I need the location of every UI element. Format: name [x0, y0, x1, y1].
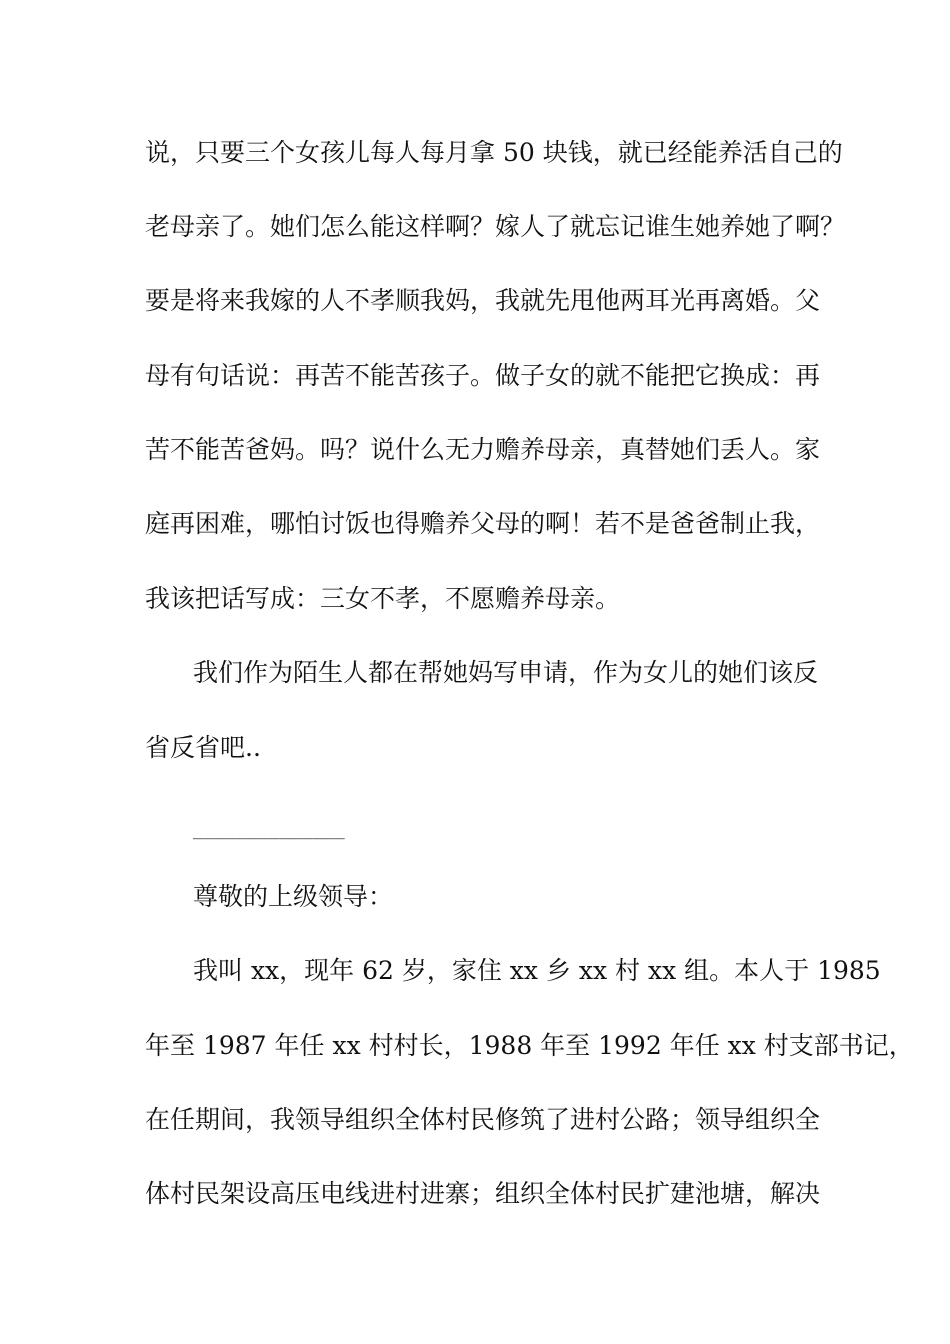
text-line-9: 省反省吧.. [145, 733, 261, 762]
separator-line: ______________ [193, 819, 345, 840]
text-line-7: 我该把话写成：三女不孝，不愿赡养母亲。 [145, 584, 621, 613]
text-line-3: 要是将来我嫁的人不孝顺我妈，我就先甩他两耳光再离婚。父 [145, 286, 821, 315]
text-line-4: 母有句话说：再苦不能苦孩子。做子女的就不能把它换成：再 [145, 361, 821, 390]
letter-first-line: 我叫 xx，现年 62 岁，家住 xx 乡 xx 村 xx 组。本人于 1985 [193, 956, 881, 985]
text-line-5: 苦不能苦爸妈。吗？说什么无力赡养母亲，真替她们丢人。家 [145, 435, 821, 464]
text-line-14: 体村民架设高压电线进村进寨；组织全体村民扩建池塘，解决 [145, 1179, 821, 1208]
text-line-2: 老母亲了。她们怎么能这样啊？嫁人了就忘记谁生她养她了啊？ [145, 212, 846, 241]
paragraph-first-line: 我们作为陌生人都在帮她妈写申请，作为女儿的她们该反 [193, 658, 819, 687]
text-line-13: 在任期间，我领导组织全体村民修筑了进村公路；领导组织全 [145, 1105, 821, 1134]
text-line-12: 年至 1987 年任 xx 村村长，1988 年至 1992 年任 xx 村支部书记， [145, 1031, 914, 1060]
text-line-1: 说，只要三个女孩儿每人每月拿 50 块钱，就已经能养活自己的 [145, 138, 843, 167]
text-line-6: 庭再困难，哪怕讨饭也得赡养父母的啊！若不是爸爸制止我， [145, 509, 821, 538]
salutation: 尊敬的上级领导： [193, 882, 394, 911]
